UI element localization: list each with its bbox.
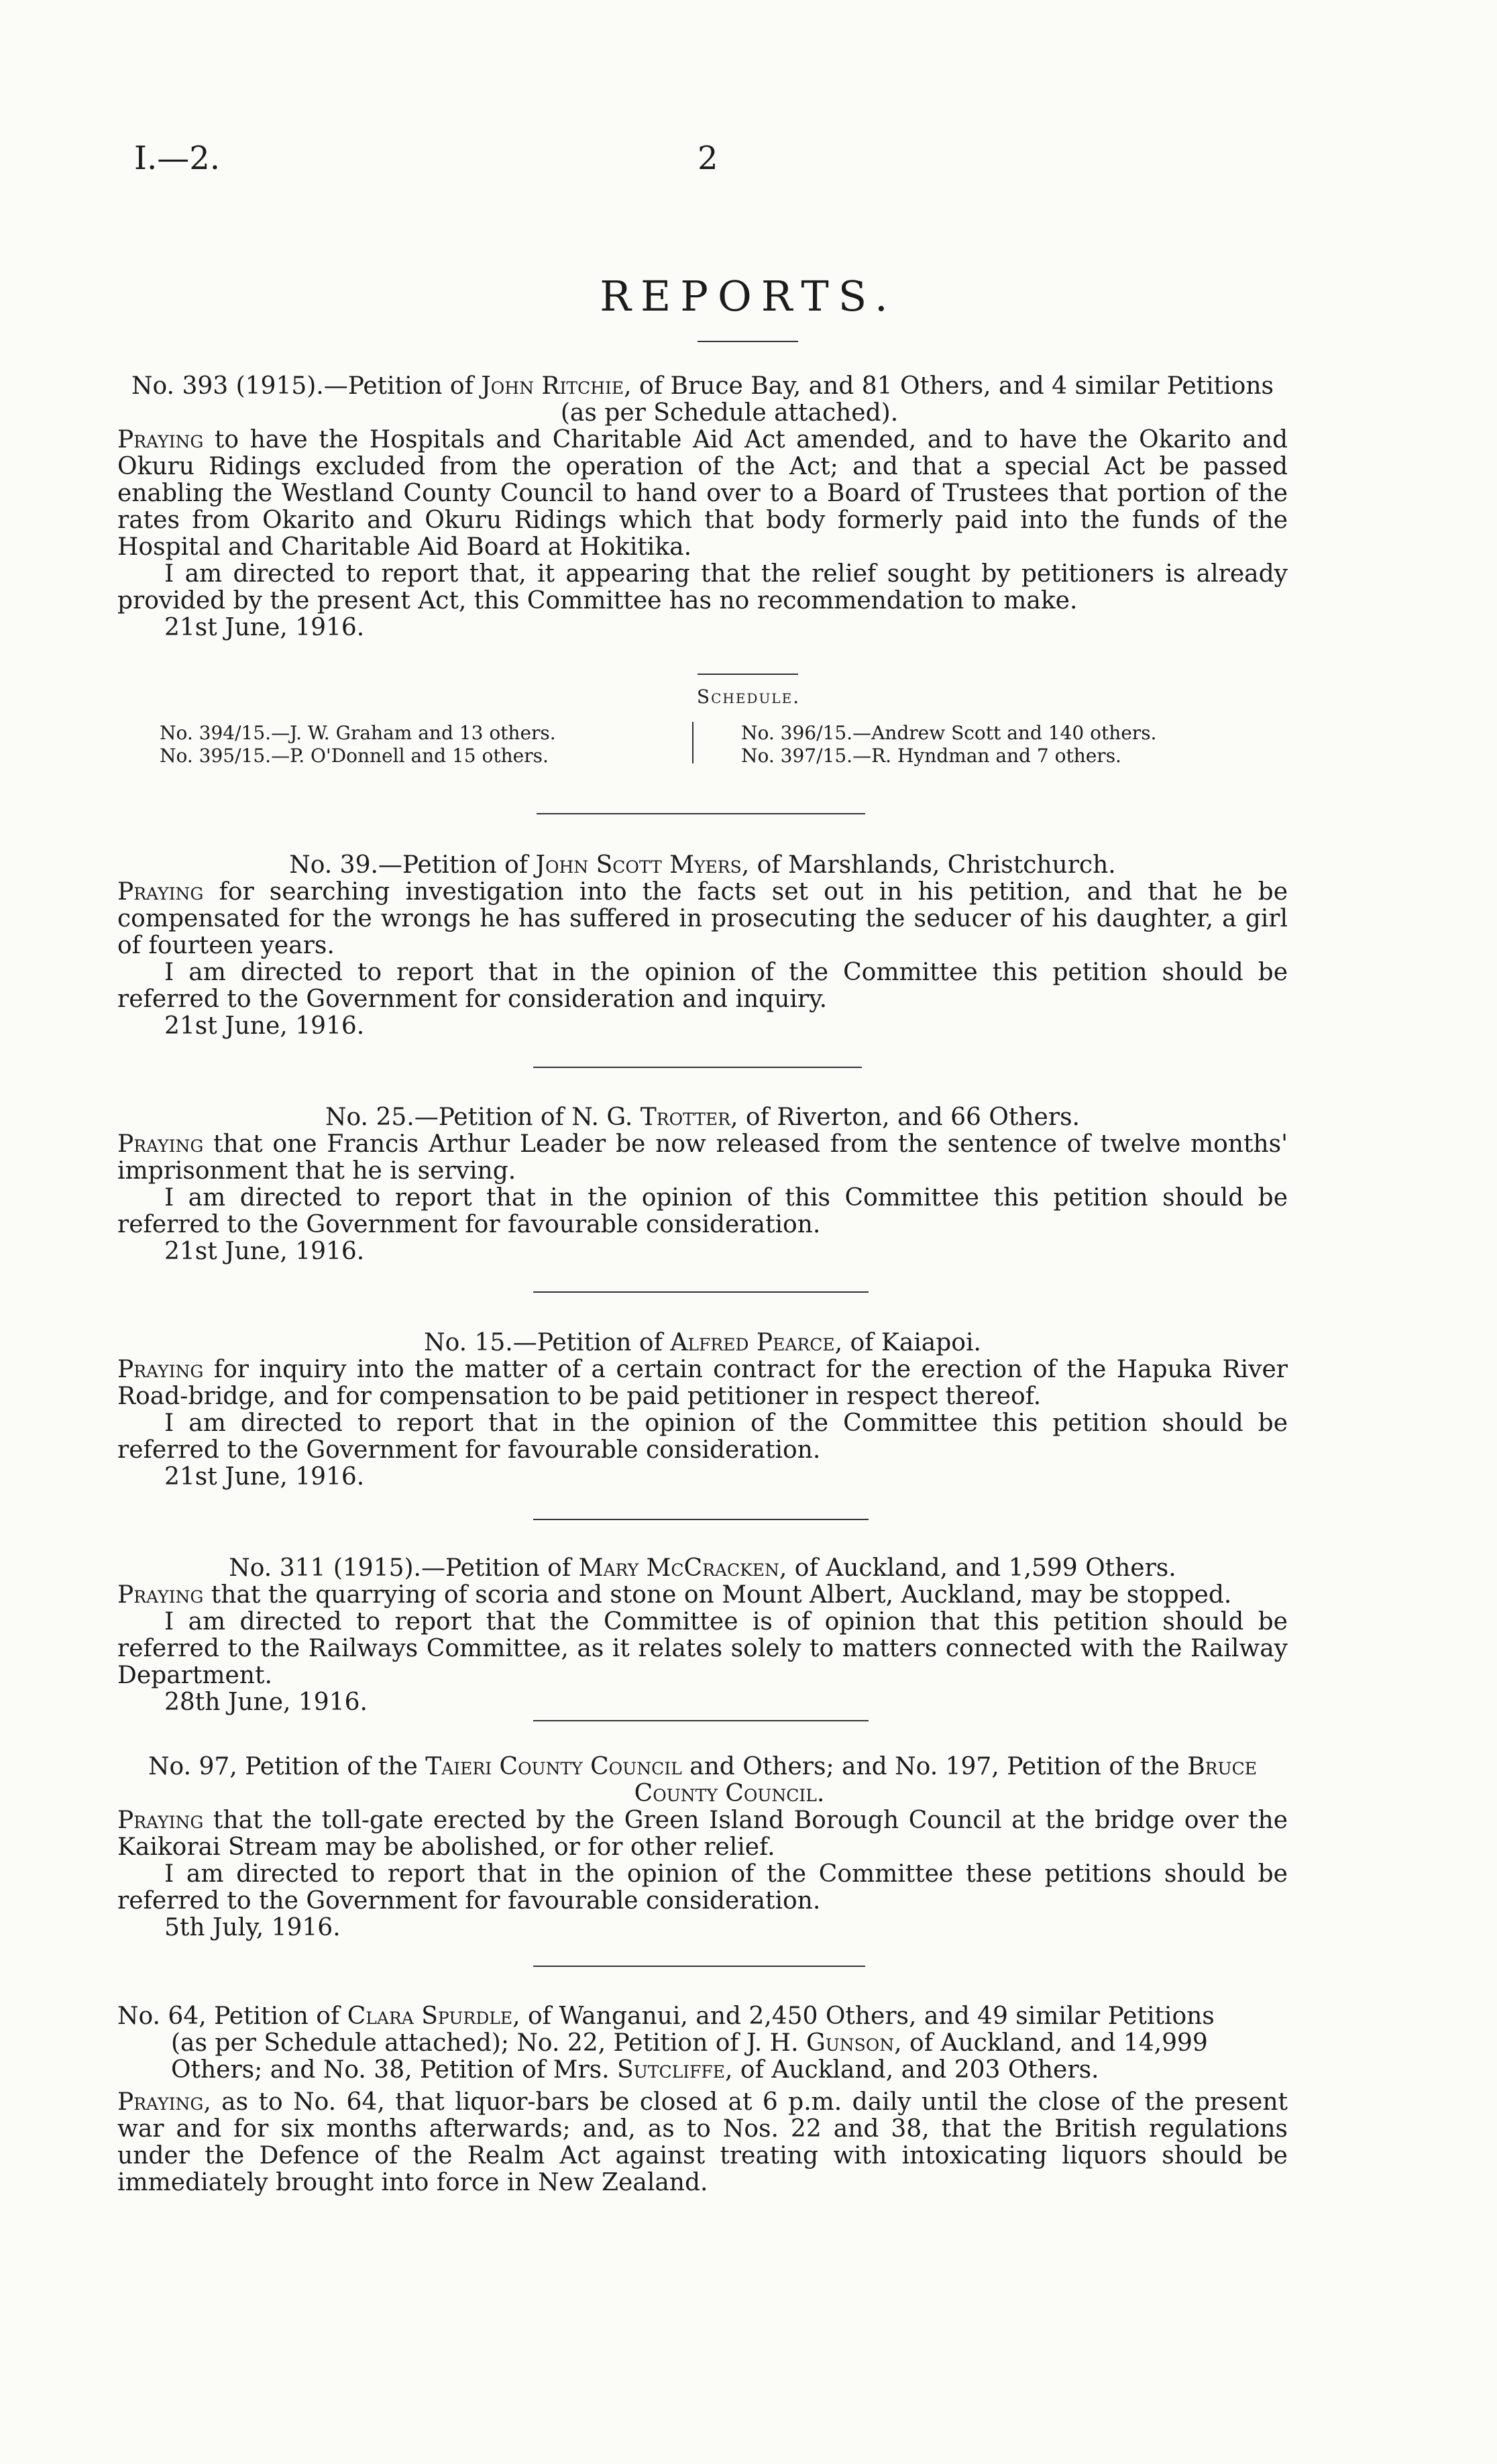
praying-paragraph: Praying to have the Hospitals and Charitable Aid Act amended, and to have the Okarito and Okuru Ridings excluded from the operation of the Act; and that a special Act be passed enabling the Westland County Council to hand over to a Board of Trustees that portion of the rates from Okarito and Okuru Ridings which that body formerly paid into the funds of the Hospital and Charitable Aid Board at Hokitika. xyxy=(117,426,1288,561)
petition-section-2 xyxy=(117,852,1288,1040)
section-rule xyxy=(698,674,798,675)
schedule-entry: No. 394/15.—J. W. Graham and 13 others. xyxy=(160,722,556,744)
report-paragraph: I am directed to report that in the opinion of the Committee this petition should be referred to the Government for favourable consideration. xyxy=(117,1409,1288,1464)
report-paragraph: I am directed to report that in the opinion of the Committee these petitions should be referred to the Government for favourable consideration. xyxy=(117,1860,1288,1915)
petition-section-7 xyxy=(117,2003,1288,2196)
petitioner-name: Clara Spurdle xyxy=(347,2002,513,2030)
petitioner-name: Mary McCracken xyxy=(578,1554,779,1582)
petition-section-4 xyxy=(117,1330,1288,1491)
title-rule xyxy=(698,341,798,342)
schedule-entry: No. 396/15.—Andrew Scott and 140 others. xyxy=(741,722,1157,744)
schedule-left-column xyxy=(160,722,556,767)
report-paragraph: I am directed to report that, it appearing that the relief sought by petitioners is already provided by the present Act, this Committee has no recommendation to make. xyxy=(117,560,1288,614)
report-date: 21st June, 1916. xyxy=(164,1012,365,1040)
section-rule xyxy=(533,1067,862,1068)
petition-heading: No. 64, Petition of Clara Spurdle, of Wanganui, and 2,450 Others, and 49 similar Petitions (as per Schedule attached); No. 22, Petition of J. H. Gunson, of Auckland, and 14,999 Others; and No. 38, Petition of Mrs. Sutcliffe, of Auckland, and 203 Others. xyxy=(117,2002,1215,2084)
schedule-entry: No. 395/15.—P. O'Donnell and 15 others. xyxy=(160,745,549,767)
petitioner-name: Bruce xyxy=(1187,1753,1257,1780)
petition-heading: No. 25.—Petition of N. G. Trotter, of Riverton, and 66 Others. xyxy=(325,1104,1080,1131)
petition-section-3 xyxy=(117,1104,1288,1265)
report-paragraph: I am directed to report that the Committee is of opinion that this petition should be referred to the Railways Committee, as it relates solely to matters connected with the Railway Department. xyxy=(117,1608,1288,1689)
petition-heading: No. 311 (1915).—Petition of Mary McCracken, of Auckland, and 1,599 Others. xyxy=(229,1554,1176,1582)
petition-heading: No. 97, Petition of the Taieri County Council and Others; and No. 197, Petition of the Bruce County Council. xyxy=(148,1753,1257,1807)
report-date: 21st June, 1916. xyxy=(164,1463,365,1491)
praying-paragraph: Praying for inquiry into the matter of a certain contract for the erection of the Hapuka River Road-bridge, and for compensation to be paid petitioner in respect thereof. xyxy=(117,1356,1288,1410)
page-reference: I.—2. xyxy=(134,140,221,177)
schedule-divider xyxy=(692,722,694,763)
praying-paragraph: Praying that the quarrying of scoria and stone on Mount Albert, Auckland, may be stopped. xyxy=(117,1581,1232,1609)
petition-heading: No. 39.—Petition of John Scott Myers, of Marshlands, Christchurch. xyxy=(289,851,1116,879)
petition-heading: No. 393 (1915).—Petition of John Ritchie, of Bruce Bay, and 81 Others, and 4 similar Petitions (as per Schedule attached). xyxy=(131,372,1274,427)
praying-paragraph: Praying that one Francis Arthur Leader be now released from the sentence of twelve months' imprisonment that he is serving. xyxy=(117,1130,1288,1185)
petition-heading: No. 15.—Petition of Alfred Pearce, of Kaiapoi. xyxy=(424,1329,981,1356)
petitioner-name: Taieri County Council xyxy=(425,1753,682,1780)
section-rule xyxy=(533,1720,869,1721)
petitioner-name: Alfred Pearce xyxy=(670,1329,835,1356)
report-date: 21st June, 1916. xyxy=(164,614,365,641)
section-rule xyxy=(533,1966,865,1967)
schedule-entry: No. 397/15.—R. Hyndman and 7 others. xyxy=(741,745,1121,767)
praying-paragraph: Praying for searching investigation into the facts set out in his petition, and that he be compensated for the wrongs he has suffered in prosecuting the seducer of his daughter, a girl of fourteen years. xyxy=(117,878,1288,959)
report-date: 28th June, 1916. xyxy=(164,1689,368,1716)
petitioner-name: Gunson xyxy=(806,2029,895,2057)
praying-paragraph: Praying that the toll-gate erected by the Green Island Borough Council at the bridge over the Kaikorai Stream may be abolished, or for other relief. xyxy=(117,1807,1288,1861)
page-title: REPORTS. xyxy=(600,272,897,321)
schedule-title: Schedule. xyxy=(696,686,801,708)
section-rule xyxy=(533,1519,869,1520)
schedule-right-column xyxy=(741,722,1156,767)
petition-section-1 xyxy=(117,373,1288,641)
petitioner-name: Sutcliffe xyxy=(617,2056,726,2084)
petitioner-name: John Scott Myers xyxy=(535,851,742,879)
section-rule xyxy=(537,813,865,814)
petitioner-name: John Ritchie xyxy=(481,372,624,400)
page-number: 2 xyxy=(698,140,718,177)
report-date: 21st June, 1916. xyxy=(164,1238,365,1265)
petition-section-5 xyxy=(117,1555,1288,1716)
report-paragraph: I am directed to report that in the opinion of the Committee this petition should be referred to the Government for consideration and inquiry. xyxy=(117,959,1288,1013)
petitioner-name: Trotter xyxy=(640,1104,730,1131)
section-rule xyxy=(533,1291,869,1293)
report-paragraph: I am directed to report that in the opinion of this Committee this petition should be referred to the Government for favourable consideration. xyxy=(117,1184,1288,1238)
praying-paragraph: Praying, as to No. 64, that liquor-bars be closed at 6 p.m. daily until the close of the present war and for six months afterwards; and, as to Nos. 22 and 38, that the British regulations under the Defence of the Realm Act against treating with intoxicating liquors should be immediately brought into force in New Zealand. xyxy=(117,2088,1288,2196)
report-date: 5th July, 1916. xyxy=(164,1914,341,1941)
petition-section-6 xyxy=(117,1754,1288,1941)
